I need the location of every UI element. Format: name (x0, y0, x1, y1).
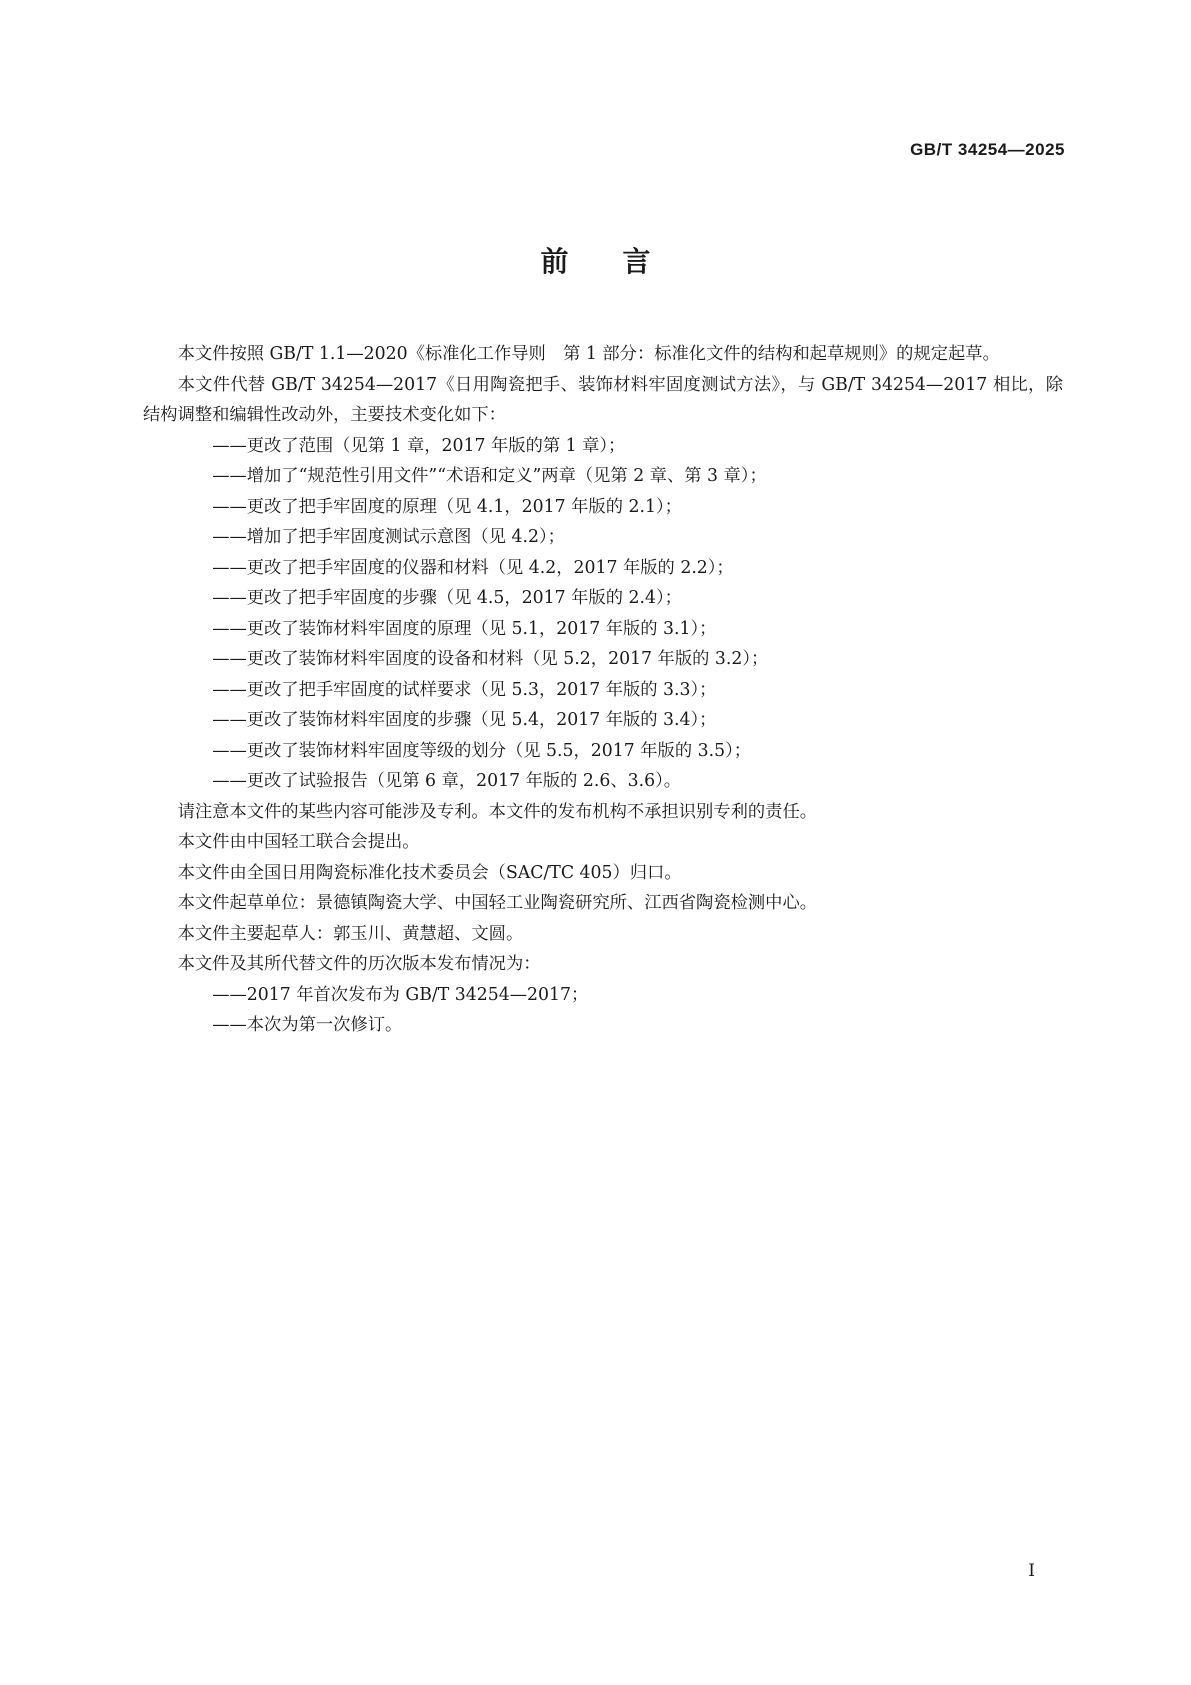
history-item: ——2017 年首次发布为 GB/T 34254—2017； (212, 984, 589, 1005)
paragraph-drafting-units: 本文件起草单位：景德镇陶瓷大学、中国轻工业陶瓷研究所、江西省陶瓷检测中心。 (177, 893, 818, 913)
page-number: Ⅰ (1028, 1561, 1035, 1581)
document-body (143, 339, 1063, 1041)
change-item: ——更改了装饰材料牢固度等级的划分（见 5.5，2017 年版的 3.5）； (212, 740, 751, 761)
change-item: ——更改了装饰材料牢固度的原理（见 5.1，2017 年版的 3.1）； (212, 618, 717, 639)
change-item: ——更改了装饰材料牢固度的设备和材料（见 5.2，2017 年版的 3.2）； (212, 649, 769, 669)
change-item: ——更改了把手牢固度的原理（见 4.1，2017 年版的 2.1）； (212, 496, 682, 517)
paragraph-drafters: 本文件主要起草人：郭玉川、黄慧超、文圆。 (177, 923, 524, 944)
change-item: ——增加了把手牢固度测试示意图（见 4.2）； (212, 527, 565, 547)
change-item: ——更改了把手牢固度的仪器和材料（见 4.2，2017 年版的 2.2）； (212, 557, 734, 578)
history-item: ——本次为第一次修订。 (212, 1015, 403, 1035)
change-item: ——更改了装饰材料牢固度的步骤（见 5.4，2017 年版的 3.4）； (212, 710, 717, 730)
paragraph-history-intro: 本文件及其所代替文件的历次版本发布情况为： (177, 954, 541, 974)
change-item: ——更改了范围（见第 1 章，2017 年版的第 1 章）； (212, 435, 626, 456)
change-item: ——更改了把手牢固度的步骤（见 4.5，2017 年版的 2.4）； (212, 588, 682, 608)
document-code: GB/T 34254—2025 (910, 140, 1065, 159)
change-item: ——更改了把手牢固度的试样要求（见 5.3，2017 年版的 3.3）； (212, 679, 717, 700)
change-item: ——更改了试验报告（见第 6 章，2017 年版的 2.6、3.6）。 (212, 771, 682, 791)
paragraph-replacement: 本文件代替 GB/T 34254—2017《日用陶瓷把手、装饰材料牢固度测试方法》，与 GB/T 34254—2017 相比，除结构调整和编辑性改动外，主要技术变化如下： (143, 374, 1063, 425)
change-item: ——增加了“规范性引用文件”“术语和定义”两章（见第 2 章、第 3 章）； (212, 466, 767, 486)
paragraph-drafting-basis: 本文件按照 GB/T 1.1—2020《标准化工作导则 第 1 部分：标准化文件的结构和起草规则》的规定起草。 (177, 344, 1000, 364)
history-list (143, 980, 1063, 1041)
page-title: 前言 (540, 245, 705, 278)
paragraph-patent-notice: 请注意本文件的某些内容可能涉及专利。本文件的发布机构不承担识别专利的责任。 (177, 801, 818, 822)
paragraph-proposer: 本文件由中国轻工联合会提出。 (177, 832, 420, 852)
paragraph-committee: 本文件由全国日用陶瓷标准化技术委员会（SAC/TC 405）归口。 (177, 862, 682, 883)
changes-list (143, 431, 1063, 797)
